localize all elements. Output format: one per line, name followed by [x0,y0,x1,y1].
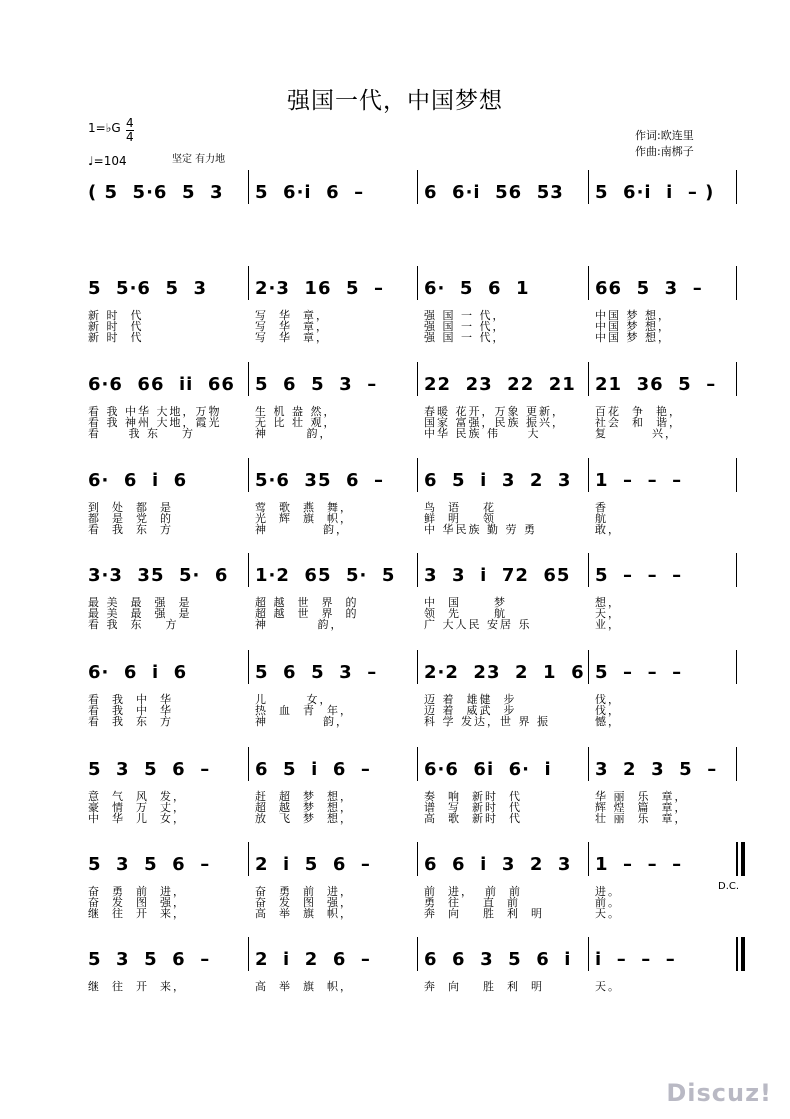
lyric-text: 神 韵， [255,618,344,631]
lyric-text: 神 韵， [255,427,333,440]
bar-line [417,650,418,684]
measure: 5 5·6 5 3 [88,277,208,299]
notes-line [0,947,790,971]
lyric-text: 写 华 章， [255,331,329,344]
lyric-text: 新 时 代 [88,331,144,344]
lyric-text: 华 丽 乐 章， [595,790,688,803]
lyric-text: 进。 [595,885,621,898]
lyric-text: 中 国 梦 [424,596,507,609]
bar-line [417,747,418,781]
lyric-text: 奔 向 胜 利 明 [424,980,544,993]
bar-line [417,266,418,300]
measure: 5 3 5 6 – [88,948,211,970]
bar-line [248,747,249,781]
lyric-text: 百花 争 艳， [595,405,682,418]
lyricist: 作词:欧连里 [635,129,694,142]
lyric-text: 业， [595,618,621,631]
lyric-text: 奋 勇 前 进， [88,885,186,898]
lyric-text: 广 大人民 安居 乐 [424,618,532,631]
bar-line [588,937,589,971]
lyric-text: 豪 情 万 丈， [88,801,186,814]
lyric-text: 中 华民族 勤 劳 勇 [424,523,537,536]
lyric-text: 超 越 梦 想， [255,801,353,814]
measure: 2·2 23 2 1 6 [424,661,585,683]
lyric-text: 谱 写 新时 代 [424,801,522,814]
measure: 1 – – – [595,469,683,491]
notes-line [0,660,790,684]
measure: i – – – [595,948,676,970]
lyric-text: 前。 [595,896,621,909]
notes-line [0,180,790,204]
time-denominator: 4 [126,130,134,144]
lyric-text: 鲜 明 领 [424,512,496,525]
lyric-text: 憾， [595,715,621,728]
lyric-text: 最 美 最 强 是 [88,607,192,620]
lyric-text: 到 处 都 是 [88,501,173,514]
measure: 6 6 3 5 6 i [424,948,572,970]
lyric-text: 想， [595,596,621,609]
lyric-text: 看 我 中 华 [88,693,173,706]
notes-line [0,757,790,781]
measure: 21 36 5 – [595,373,717,395]
bar-line [736,266,737,300]
lyric-text: 天。 [595,980,621,993]
measure: 5 – – – [595,564,683,586]
bar-line [588,266,589,300]
measure: 6 5 i 3 2 3 [424,469,572,491]
measure: 5 3 5 6 – [88,758,211,780]
lyric-text: 新 时 代 [88,320,144,333]
lyric-text: 奋 发 图 强， [88,896,186,909]
bar-line [417,842,418,876]
bar-line [736,170,737,204]
lyric-text: 看 我 中华 大地，万物 [88,405,222,418]
time-signature [126,117,134,144]
lyric-text: 中 华 儿 女， [88,812,186,825]
tempo-marking: ♩=104 [88,154,127,168]
lyric-text: 壮 丽 乐 章， [595,812,688,825]
measure: 66 5 3 – [595,277,703,299]
lyric-text: 香 [595,501,608,514]
credits [635,128,694,160]
bar-line [248,362,249,396]
lyric-text: 前 进， 前 前 [424,885,522,898]
lyric-text: 意 气 风 发， [88,790,186,803]
lyric-text: 中国 梦 想， [595,309,671,322]
lyric-text: 看 我 东 方 [88,427,195,440]
lyric-text: 鸟 语 花 [424,501,496,514]
lyric-text: 伐， [595,704,621,717]
measure: 2 i 2 6 – [255,948,371,970]
notes-line [0,852,790,876]
notes-line [0,276,790,300]
measure: 5 – – – [595,661,683,683]
bar-line [736,937,738,971]
time-numerator: 4 [126,116,134,130]
bar-line [736,458,737,492]
lyric-text: 无 比 壮 观， [255,416,337,429]
lyric-text: 光 辉 旗 帜， [255,512,353,525]
lyric-text: 强 国 一 代， [424,320,506,333]
bar-line [417,458,418,492]
measure: 3·3 35 5· 6 [88,564,229,586]
lyric-text: 天， [595,607,621,620]
bar-line [736,747,737,781]
bar-line [588,170,589,204]
lyric-text: 神 韵， [255,715,349,728]
lyric-text: 看 我 中 华 [88,704,173,717]
measure: 5·6 35 6 – [255,469,385,491]
measure: 22 23 22 21 [424,373,576,395]
lyric-text: 都 是 党 的 [88,512,173,525]
bar-line [248,266,249,300]
measure: 2·3 16 5 – [255,277,385,299]
lyric-text: 航 [595,512,608,525]
bar-line [248,650,249,684]
key-signature [88,116,134,144]
lyric-text: 勇 往 直 前 [424,896,520,909]
lyric-text: 超 越 世 界 的 [255,596,359,609]
lyric-text: 看 我 神州 大地，霞光 [88,416,222,429]
lyric-text: 国家 富强，民族 振兴， [424,416,565,429]
lyric-text: 中国 梦 想， [595,331,671,344]
lyric-text: 社会 和 谐， [595,416,682,429]
lyric-text: 科 学 发达，世 界 振 [424,715,550,728]
bar-line [417,170,418,204]
lyric-text: 放 飞 梦 想， [255,812,353,825]
lyric-text: 天。 [595,907,621,920]
bar-line [588,553,589,587]
measure: 1 – – – [595,853,683,875]
measure: 2 i 5 6 – [255,853,371,875]
lyric-text: 写 华 章， [255,309,329,322]
bar-line [736,842,738,876]
lyric-text: 中国 梦 想， [595,320,671,333]
lyric-text: 生 机 盎 然， [255,405,337,418]
measure: 6 5 i 6 – [255,758,371,780]
lyric-text: 最 美 最 强 是 [88,596,192,609]
bar-line [248,458,249,492]
lyric-text: 赶 超 梦 想， [255,790,353,803]
bar-line [248,842,249,876]
measure: 3 3 i 72 65 [424,564,571,586]
key-label: 1=♭G [88,121,121,135]
measure: 6· 6 i 6 [88,661,188,683]
bar-line [248,553,249,587]
lyric-text: 伐， [595,693,621,706]
lyric-text: 迈 着 威武 步 [424,704,517,717]
lyric-text: 高 举 旗 帜， [255,907,353,920]
notes-line [0,468,790,492]
bar-line [417,362,418,396]
bar-line-final [741,937,745,971]
lyric-text: 热 血 青 年， [255,704,353,717]
bar-line [588,362,589,396]
bar-line [588,747,589,781]
measure: 5 3 5 6 – [88,853,211,875]
measure: 5 6 5 3 – [255,661,378,683]
lyric-text: 奏 响 新时 代 [424,790,522,803]
measure: 3 2 3 5 – [595,758,718,780]
lyric-text: 高 举 旗 帜， [255,980,353,993]
composer: 作曲:南梆子 [635,145,694,158]
measure: 5 6 5 3 – [255,373,378,395]
notes-line [0,372,790,396]
lyric-text: 超 越 世 界 的 [255,607,359,620]
lyric-text: 看 我 东 方 [88,715,173,728]
bar-line [588,842,589,876]
measure: 6 6 i 3 2 3 [424,853,572,875]
lyric-text: 新 时 代 [88,309,144,322]
lyric-text: 辉 煌 篇 章， [595,801,688,814]
measure: 6· 5 6 1 [424,277,530,299]
measure: 6· 6 i 6 [88,469,188,491]
measure: 5 6·i i – ) [595,181,715,203]
lyric-text: 儿 女， [255,693,333,706]
lyric-text: 强 国 一 代， [424,331,506,344]
lyric-text: 春暖 花开，万象 更新， [424,405,565,418]
expression-marking: 坚定 有力地 [172,154,226,165]
bar-line [736,650,737,684]
lyric-text: 强 国 一 代， [424,309,506,322]
bar-line [417,937,418,971]
lyric-text: 高 歌 新时 代 [424,812,522,825]
bar-line [736,553,737,587]
measure: 6·6 66 ii 66 [88,373,235,395]
measure: 6 6·i 56 53 [424,181,564,203]
lyric-text: 莺 歌 燕 舞， [255,501,353,514]
measure: ( 5 5·6 5 3 [88,181,224,203]
lyric-text: 神 韵， [255,523,349,536]
bar-line [736,362,737,396]
lyric-text: 复 兴， [595,427,678,440]
bar-line [588,650,589,684]
lyric-text: 中华 民族 伟 大 [424,427,541,440]
lyric-text: 领 先 航 [424,607,507,620]
da-capo-mark: D.C. [718,881,740,892]
measure: 5 6·i 6 – [255,181,365,203]
lyric-text: 奋 发 图 强， [255,896,353,909]
lyric-text: 迈 着 雄健 步 [424,693,517,706]
lyric-text: 继 往 开 来， [88,907,186,920]
measure: 6·6 6i 6· i [424,758,552,780]
lyric-text: 看 我 东 方 [88,523,173,536]
bar-line [417,553,418,587]
notes-line [0,563,790,587]
measure: 1·2 65 5· 5 [255,564,396,586]
lyric-text: 敢， [595,523,621,536]
bar-line-final [741,842,745,876]
lyric-text: 继 往 开 来， [88,980,186,993]
lyric-text: 写 华 章， [255,320,329,333]
bar-line [588,458,589,492]
watermark-logo: Discuz! [666,1079,772,1107]
bar-line [248,170,249,204]
bar-line [248,937,249,971]
lyric-text: 奔 向 胜 利 明 [424,907,544,920]
lyric-text: 看 我 东 方 [88,618,179,631]
song-title: 强国一代，中国梦想 [287,88,503,114]
lyric-text: 奋 勇 前 进， [255,885,353,898]
